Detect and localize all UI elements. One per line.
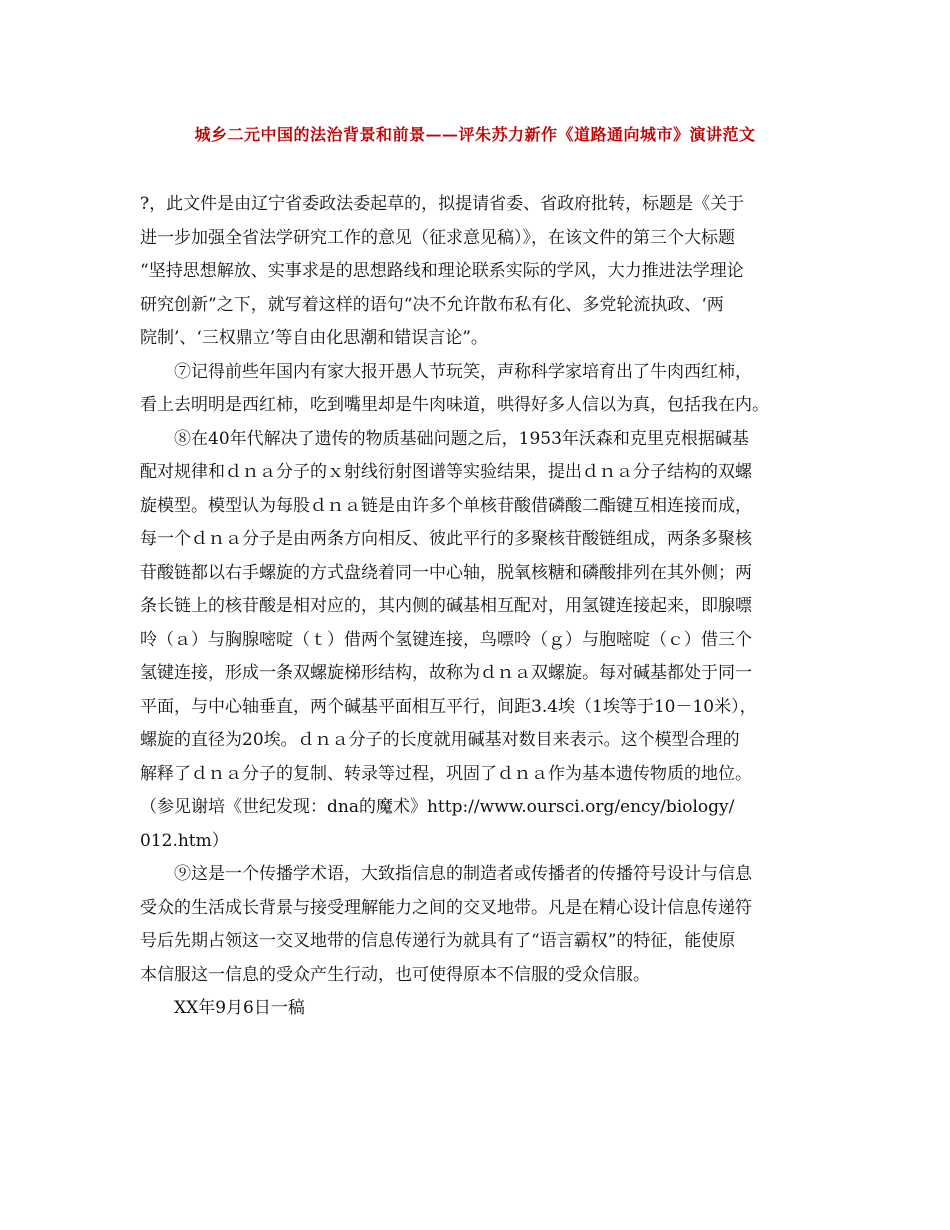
paragraph-5: [140, 992, 812, 1026]
text-line: 研究创新”之下，就写着这样的语句“决不允许散布私有化、多党轮流执政、‘两: [140, 294, 724, 315]
text-line: 配对规律和ｄｎａ分子的ｘ射线衍射图谱等实验结果，提出ｄｎａ分子结构的双螺: [140, 462, 752, 482]
text-line: 每一个ｄｎａ分子是由两条方向相反、彼此平行的多聚核苷酸链组成，两条多聚核: [140, 529, 752, 549]
text-line: 院制’、‘三权鼎立’等自由化思潮和错误言论”。: [140, 328, 488, 348]
text-line: 氢键连接，形成一条双螺旋梯形结构，故称为ｄｎａ双螺旋。每对碱基都处于同一: [140, 663, 752, 683]
text-line: ⑨这是一个传播学术语，大致指信息的制造者或传播者的传播符号设计与信息: [174, 864, 752, 884]
text-line: 进一步加强全省法学研究工作的意见（征求意见稿）》，在该文件的第三个大标题: [140, 227, 735, 248]
text-line: （参见谢培《世纪发现：dna的魔术》http://www.oursci.org/ency/biology/: [140, 797, 735, 817]
text-line: ?，此文件是由辽宁省委政法委起草的，拟提请省委、省政府批转，标题是《关于: [140, 194, 745, 214]
text-line: XX年9月6日一稿: [174, 998, 305, 1018]
text-line: 本信服这一信息的受众产生行动，也可使得原本不信服的受众信服。: [140, 964, 650, 985]
paragraph-4: [140, 858, 812, 992]
paragraph-2: [140, 356, 812, 423]
text-line: “坚持思想解放、实事求是的思想路线和理论联系实际的学风，大力推进法学理论: [140, 261, 744, 281]
text-line: 平面，与中心轴垂直，两个碱基平面相互平行，间距3.4埃（1埃等于10－10米），: [140, 696, 757, 717]
text-line: 螺旋的直径为20埃。ｄｎａ分子的长度就用碱基对数目来表示。这个模型合理的: [140, 730, 740, 750]
text-line: 旋模型。模型认为每股ｄｎａ链是由许多个单核苷酸借磷酸二酯键互相连接而成，: [140, 495, 752, 516]
text-line: 012.htm）: [140, 830, 229, 851]
document-title: 城乡二元中国的法治背景和前景——评朱苏力新作《道路通向城市》演讲范文: [194, 125, 756, 144]
paragraph-1: [140, 188, 812, 356]
text-line: 解释了ｄｎａ分子的复制、转录等过程，巩固了ｄｎａ作为基本遗传物质的地位。: [140, 763, 752, 784]
text-line: 条长链上的核苷酸是相对应的，其内侧的碱基相互配对，用氢键连接起来，即腺嘌: [140, 596, 752, 616]
text-line: ⑦记得前些年国内有家大报开愚人节玩笑，声称科学家培育出了牛肉西红柿，: [174, 361, 752, 382]
text-line: 受众的生活成长背景与接受理解能力之间的交叉地带。凡是在精心设计信息传递符: [140, 897, 752, 918]
document-body: [140, 188, 812, 1026]
text-line: 号后先期占领这一交叉地带的信息传递行为就具有了“语言霸权”的特征，能使原: [140, 931, 736, 951]
text-line: 看上去明明是西红柿，吃到嘴里却是牛肉味道，哄得好多人信以为真，包括我在内。: [140, 395, 769, 415]
paragraph-3: [140, 423, 812, 859]
text-line: 苷酸链都以右手螺旋的方式盘绕着同一中心轴，脱氧核糖和磷酸排列在其外侧；两: [140, 562, 752, 583]
text-line: ⑧在40年代解决了遗传的物质基础问题之后，1953年沃森和克里克根据碱基: [174, 428, 749, 449]
text-line: 呤（ａ）与胸腺嘧啶（ｔ）借两个氢键连接，鸟嘌呤（ｇ）与胞嘧啶（ｃ）借三个: [140, 629, 752, 650]
